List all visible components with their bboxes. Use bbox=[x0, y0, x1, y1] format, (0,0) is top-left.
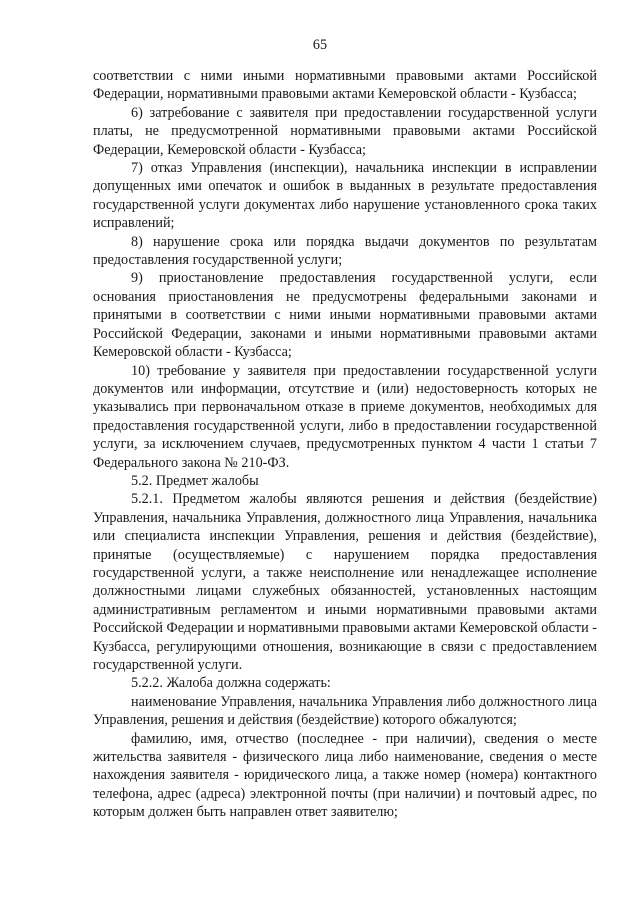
paragraph: 5.2.1. Предметом жалобы являются решения и действия (бездействие) Управления, начальника Управления, должностного лица Управления, начальника или специалиста инспекции Управления, решения и действия (бездействие), принятые (осуществляемые) с нарушением порядка предоставления государственной услуги, а также неисполнение или ненадлежащее исполнение должностными лицами служебных обязанностей, установленных настоящим административным регламентом и иными нормативными правовыми актами Российской Федерации и нормативными правовыми актами Кемеровской области - Кузбасса, регулирующими отношения, возникающие в связи с предоставлением государственной услуги. bbox=[93, 491, 597, 673]
paragraph: наименование Управления, начальника Управления либо должностного лица Управления, решения и действия (бездействие) которого обжалуются; bbox=[93, 693, 597, 729]
paragraph: соответствии с ними иными нормативными правовыми актами Российской Федерации, нормативными правовыми актами Кемеровской области - Кузбасса; bbox=[93, 68, 597, 103]
paragraph: 7) отказ Управления (инспекции), начальника инспекции в исправлении допущенных ими опечаток и ошибок в выданных в результате предоставления государственной услуги документах либо нарушение установленного срока таких исправлений; bbox=[93, 160, 597, 232]
document-body bbox=[93, 67, 597, 822]
paragraph: 5.2.2. Жалоба должна содержать: bbox=[131, 675, 331, 692]
paragraph: 6) затребование с заявителя при предоставлении государственной услуги платы, не предусмотренной нормативными правовыми актами Российской Федерации, Кемеровской области - Кузбасса; bbox=[93, 104, 597, 158]
page-number: 65 bbox=[312, 37, 328, 53]
paragraph: фамилию, имя, отчество (последнее - при наличии), сведения о месте жительства заявителя - физического лица либо наименование, сведения о месте нахождения заявителя - юридического лица, а также номер (номера) контактного телефона, адрес (адреса) электронной почты (при наличии) и почтовый адрес, по которым должен быть направлен ответ заявителю; bbox=[93, 730, 597, 821]
paragraph: 10) требование у заявителя при предоставлении государственной услуги документов или информации, отсутствие и (или) недостоверность которых не указывались при первоначальном отказе в приеме документов, необходимых для предоставления государственной услуги, либо в предоставлении государственной услуги, за исключением случаев, предусмотренных пунктом 4 части 1 статьи 7 Федерального закона № 210-ФЗ. bbox=[93, 362, 597, 471]
paragraph: 9) приостановление предоставления государственной услуги, если основания приостановления не предусмотрены федеральными законами и принятыми в соответствии с ними иными нормативными правовыми актами Российской Федерации, законами и иными нормативными правовыми актами Кемеровской области - Кузбасса; bbox=[93, 270, 597, 361]
section-heading: 5.2. Предмет жалобы bbox=[131, 472, 259, 489]
paragraph: 8) нарушение срока или порядка выдачи документов по результатам предоставления государственной услуги; bbox=[93, 233, 597, 269]
